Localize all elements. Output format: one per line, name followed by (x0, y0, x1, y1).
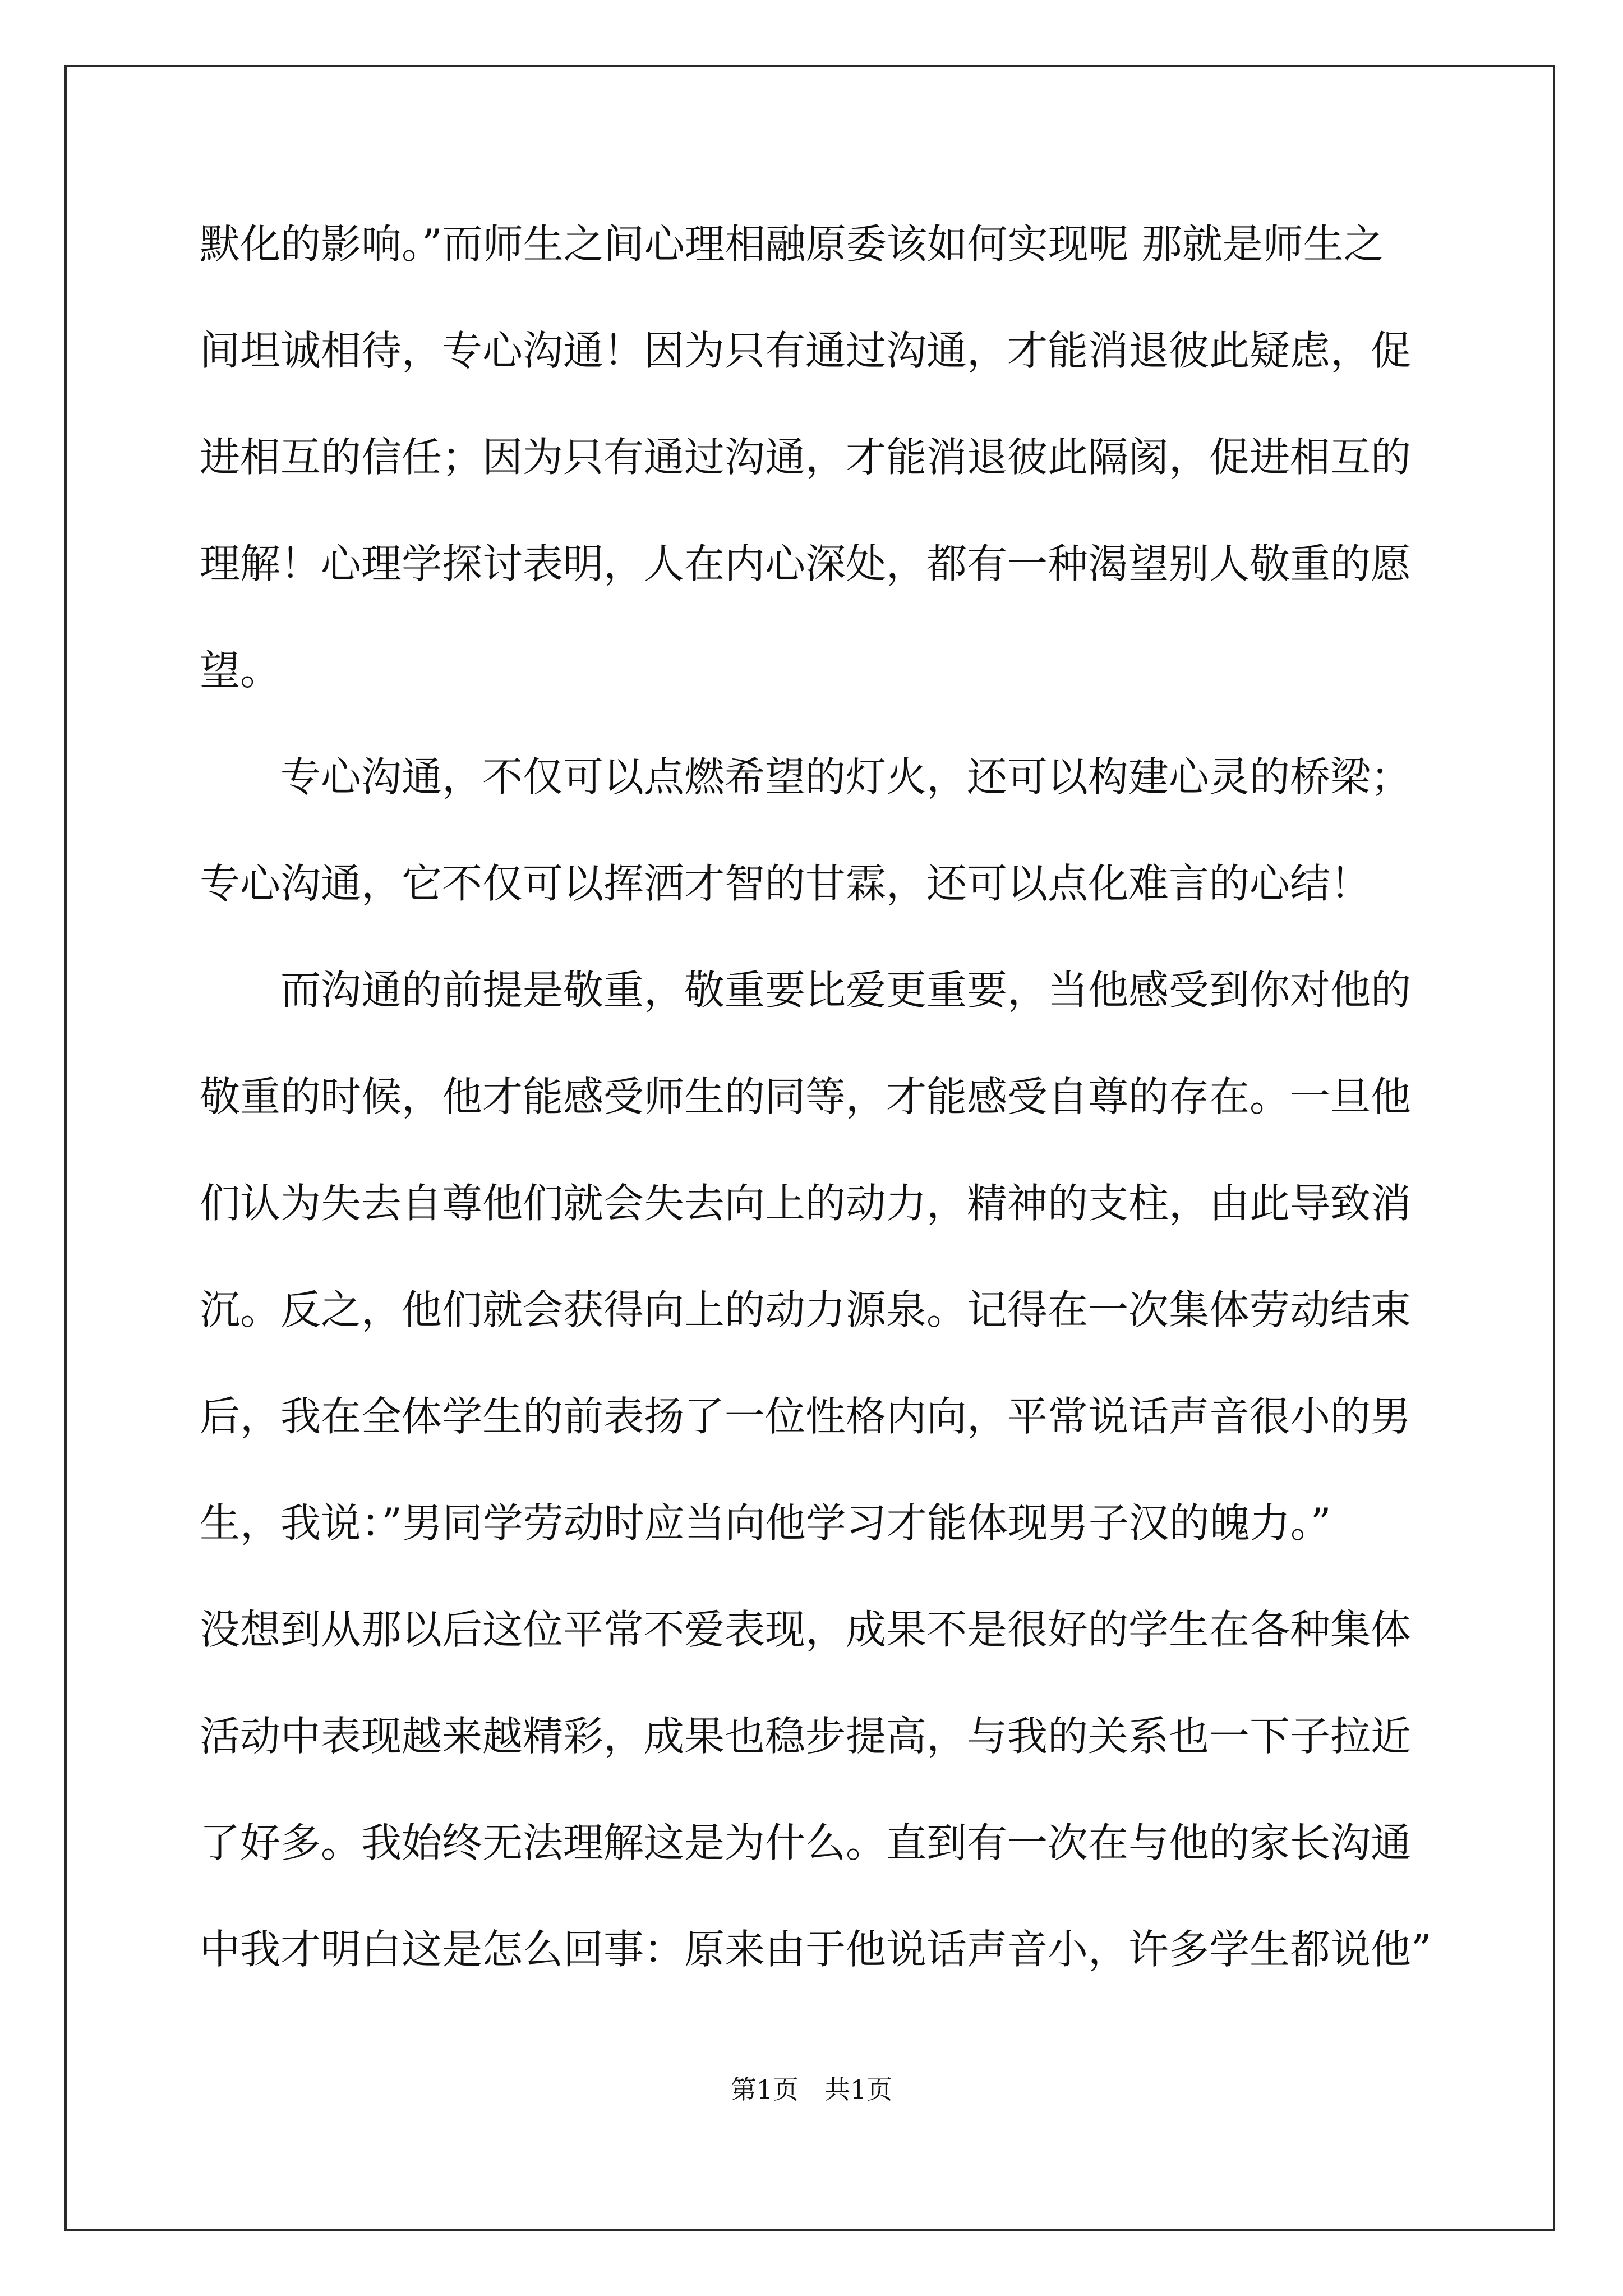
text-line: 理解！心理学探讨表明，人在内心深处，都有一种渴望别人敬重的愿 (200, 540, 1412, 587)
text-line: 间坦诚相待，专心沟通！因为只有通过沟通，才能消退彼此疑虑，促 (200, 327, 1412, 374)
page-border (64, 65, 1555, 2231)
text-line: 没想到从那以后这位平常不爱表现，成果不是很好的学生在各种集体 (200, 1606, 1412, 1653)
text-line: 望。 (200, 647, 281, 694)
text-line: 后，我在全体学生的前表扬了一位性格内向，平常说话声音很小的男 (200, 1393, 1412, 1440)
text-line: 敬重的时候，他才能感受师生的同等，才能感受自尊的存在。一旦他 (200, 1073, 1412, 1120)
text-line: 们认为失去自尊他们就会失去向上的动力，精神的支柱，由此导致消 (200, 1180, 1412, 1227)
text-line: 默化的影响。”而师生之间心理相融原委该如何实现呢 那就是师生之 (200, 220, 1384, 268)
text-line: 专心沟通，它不仅可以挥洒才智的甘霖，还可以点化难言的心结！ (200, 860, 1371, 907)
paragraph-first-line: 专心沟通，不仅可以点燃希望的灯火，还可以构建心灵的桥梁； (280, 753, 1412, 800)
text-line: 生，我说：”男同学劳动时应当向他学习才能体现男子汉的魄力。” (200, 1499, 1331, 1547)
text-line: 了好多。我始终无法理解这是为什么。直到有一次在与他的家长沟通 (200, 1819, 1412, 1866)
page-number-footer: 第1页 共1页 (730, 2074, 893, 2105)
text-line: 中我才明白这是怎么回事：原来由于他说话声音小，许多学生都说他” (200, 1926, 1432, 1973)
text-line: 活动中表现越来越精彩，成果也稳步提高，与我的关系也一下子拉近 (200, 1713, 1412, 1760)
text-line: 沉。反之，他们就会获得向上的动力源泉。记得在一次集体劳动结束 (200, 1286, 1412, 1333)
text-line: 进相互的信任；因为只有通过沟通，才能消退彼此隔阂，促进相互的 (200, 434, 1412, 481)
paragraph-first-line: 而沟通的前提是敬重，敬重要比爱更重要，当他感受到你对他的 (280, 967, 1412, 1014)
